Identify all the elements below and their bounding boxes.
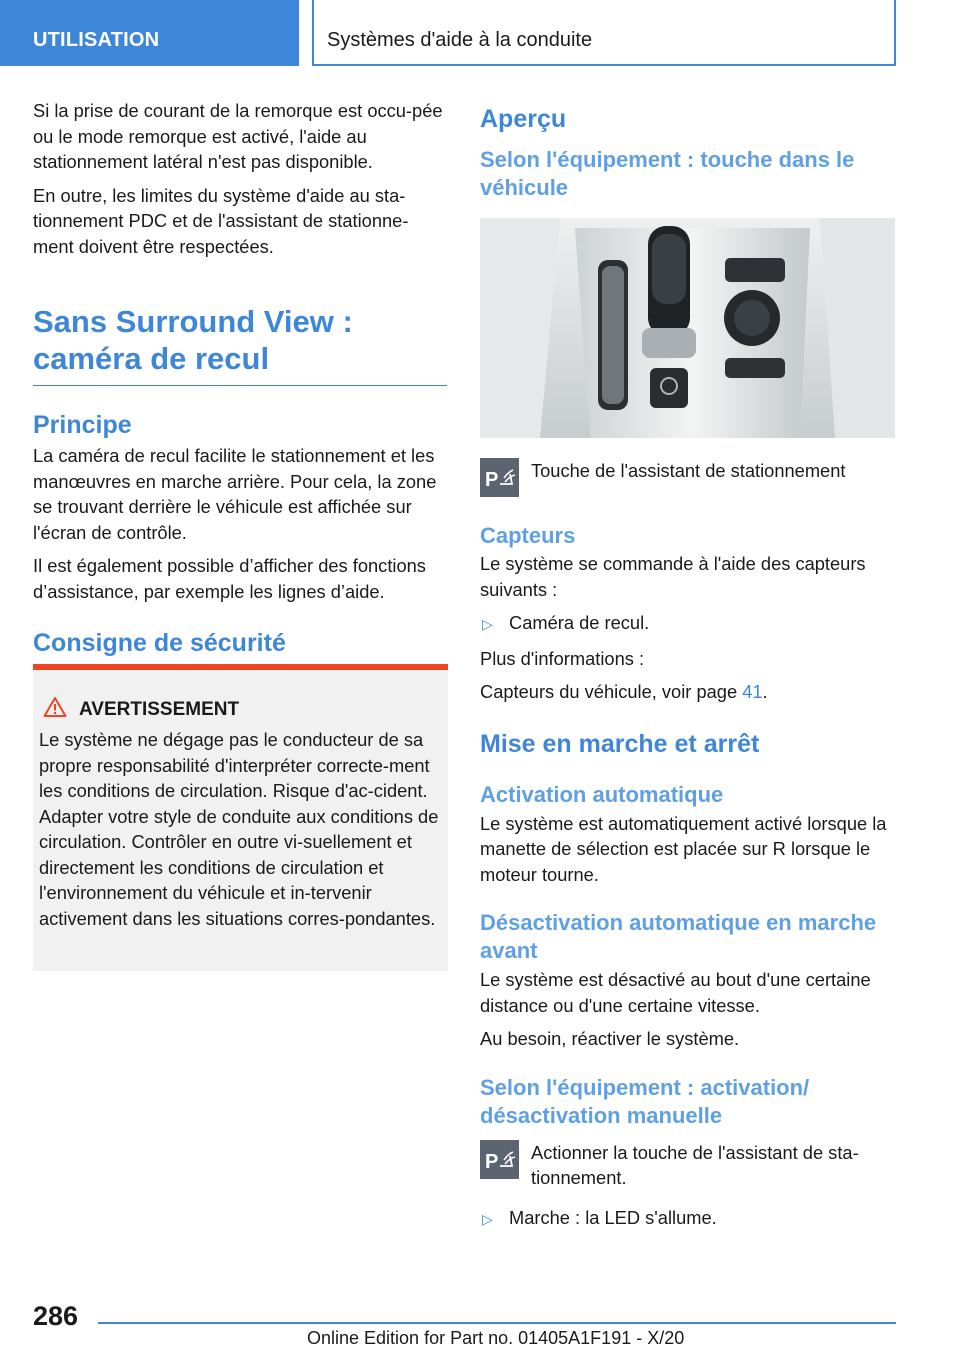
capteurs-bullet [480,610,896,638]
main-title-line-1: Sans Surround View : [33,304,353,339]
safety-heading: Consigne de sécurité [33,629,286,657]
warning-triangle-icon [43,696,67,723]
auto-deactivation-paragraph: Le système est désactivé au bout d'une certaine distance ou d'une certaine vitesse. [480,969,871,1016]
principe-heading: Principe [33,411,132,439]
manual-activation-text: Actionner la touche de l'assistant de sta-tionnement. [531,1141,859,1188]
manual-bullet-text: Marche : la LED s'allume. [509,1206,717,1228]
principe-paragraph-2: Il est également possible d’afficher des fonctions d’assistance, par exemple les lignes d’aide. [33,555,426,602]
page-number: 286 [33,1301,79,1331]
auto-activation-heading: Activation automatique [480,781,724,807]
parking-button-caption-row [480,458,896,497]
bullet-triangle-icon: ▷ [482,1210,493,1227]
warning-text: Le système ne dégage pas le conducteur de sa propre responsabilité d'interpréter correcte-ment les conditions de circulation. Risque d'ac-cident. Adapter votre style de conduite aux conditions de circulation. Contrôler en outre vi-suellement et directement les conditions de circulation et l'environnement du véhicule et in-tervenir activement dans les situations corres-pondantes. [39,729,439,929]
header-chapter-box [312,0,896,66]
manual-activation-row [480,1140,896,1191]
capteurs-bullet-text: Caméra de recul. [509,612,650,633]
capteurs-heading: Capteurs [480,523,576,548]
main-title-line-2: caméra de recul [33,341,270,376]
mise-en-marche-heading: Mise en marche et arrêt [480,729,760,758]
right-column [480,98,896,1240]
manual-bullet [480,1205,896,1233]
auto-activation-paragraph: Le système est automatiquement activé lorsque la manette de sélection est placée sur R lorsque le moteur tourne. [480,812,887,885]
equipment-button-heading: Selon l'équipement : touche dans le véhicule [480,147,855,200]
svg-text:P: P [485,1150,499,1173]
warning-box [33,664,448,971]
capteurs-paragraph: Le système se commande à l'aide des capteurs suivants : [480,553,866,600]
footer-edition: Online Edition for Part no. 01405A1F191 - X/20 [307,1328,685,1348]
manual-activation-heading: Selon l'équipement : activation/ désactivation manuelle [480,1074,810,1128]
intro-paragraph-2: En outre, les limites du système d'aide au sta-tionnement PDC et de l'assistant de stationne-ment doivent être respectées. [33,184,409,257]
header-section-label: UTILISATION [33,29,160,51]
warning-label: AVERTISSEMENT [79,699,240,720]
left-column [33,98,447,658]
header-section-tab [0,0,299,66]
park-assist-icon [480,1140,519,1179]
parking-button-caption: Touche de l'assistant de stationnement [531,460,846,481]
park-assist-icon [480,458,519,497]
capteurs-reference-text: Capteurs du véhicule, voir page [480,681,743,702]
main-title [33,303,447,386]
capteurs-reference-end: . [762,681,768,702]
apercu-heading: Aperçu [480,105,567,133]
auto-deactivation-heading: Désactivation automatique en marche avant [480,910,877,963]
principe-paragraph-1: La caméra de recul facilite le stationnement et les manœuvres en marche arrière. Pour cela, la zone se trouvant derrière le véhicule est affichée sur l'écran de contrôle. [33,445,437,543]
capteurs-reference [480,679,896,705]
bullet-triangle-icon: ▷ [482,616,493,632]
more-info-label: Plus d'informations : [480,647,645,669]
header-chapter-label: Systèmes d'aide à la conduite [327,29,593,51]
intro-paragraph-1: Si la prise de courant de la remorque est occu-pée ou le mode remorque est activé, l'aide au stationnement latéral n'est pas disponible. [33,100,443,172]
footer-divider [98,1322,896,1324]
svg-text:P: P [485,469,499,491]
reactivate-paragraph: Au besoin, réactiver le système. [480,1028,740,1049]
center-console-photo [480,218,895,438]
capteurs-page-link[interactable]: 41 [742,681,763,702]
